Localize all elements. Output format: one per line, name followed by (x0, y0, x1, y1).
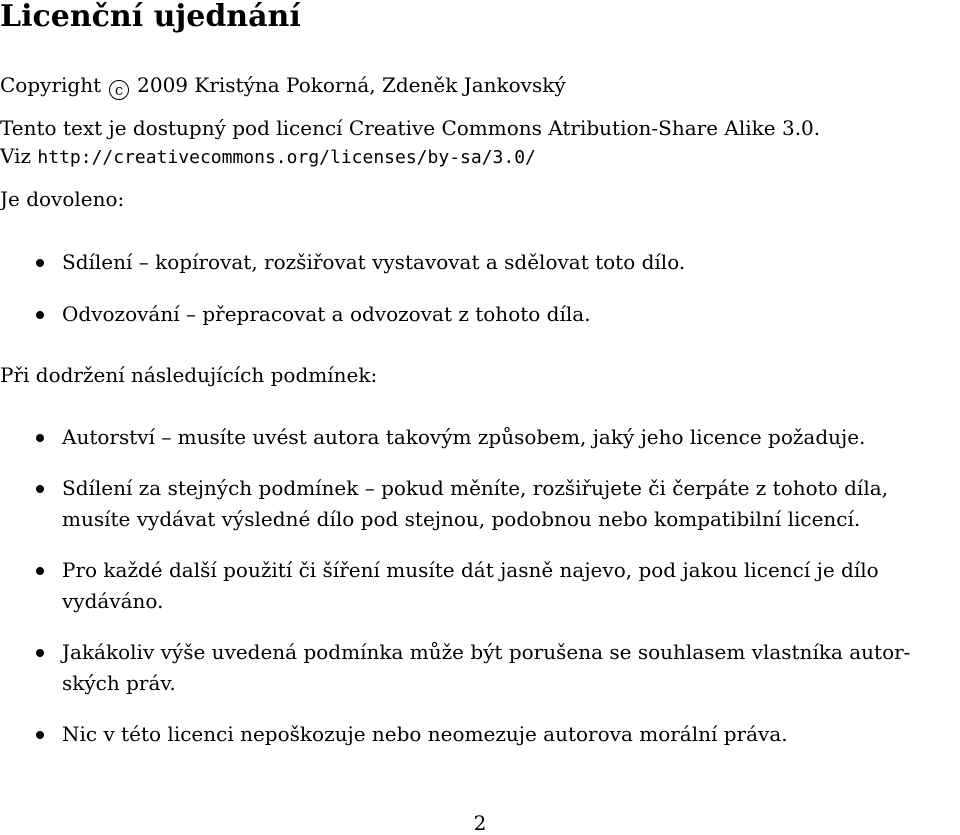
allowed-list (0, 247, 960, 351)
list-item-text: Jakákoliv výše uvedená podmínka může být porušena se souhlasem vlastníka autor- (62, 640, 911, 664)
list-item-text: Pro každé další použití či šíření musíte dát jasně najevo, pod jakou licencí je dílo (62, 558, 879, 582)
license-url-link[interactable]: http://creativecommons.org/licenses/by-sa/3.0/ (37, 147, 536, 168)
list-item-text: Sdílení za stejných podmínek – pokud měníte, rozšiřujete či čerpáte z tohoto díla, (62, 476, 888, 500)
bullet-icon (36, 485, 44, 493)
list-item (0, 473, 960, 535)
list-item (0, 719, 960, 750)
list-item (0, 637, 960, 699)
bullet-icon (36, 259, 44, 267)
bullet-icon (36, 434, 44, 442)
conditions-list (0, 422, 960, 770)
copyright-line (0, 72, 566, 100)
bullet-icon (36, 567, 44, 575)
list-item-text: Nic v této licenci nepoškozuje nebo neomezuje autorova morální práva. (62, 722, 788, 746)
allowed-heading: Je dovoleno: (0, 187, 125, 211)
list-item (0, 422, 960, 453)
license-statement: Tento text je dostupný pod licencí Creative Commons Atribution-Share Alike 3.0. (0, 116, 821, 140)
page-title: Licenční ujednání (0, 0, 301, 34)
bullet-icon (36, 731, 44, 739)
list-item-text-continued: musíte vydávat výsledné dílo pod stejnou, podobnou nebo kompatibilní licencí. (62, 507, 861, 531)
bullet-icon (36, 311, 44, 319)
list-item (0, 299, 960, 330)
copyright-text: 2009 Kristýna Pokorná, Zdeněk Jankovský (137, 73, 566, 97)
conditions-heading: Při dodržení následujících podmínek: (0, 363, 378, 387)
list-item-text: Odvozování – přepracovat a odvozovat z tohoto díla. (62, 302, 591, 326)
list-item-text: Autorství – musíte uvést autora takovým způsobem, jaký jeho licence požaduje. (62, 425, 866, 449)
copyright-prefix: Copyright (0, 73, 102, 97)
copyright-symbol-icon: c (109, 80, 129, 100)
license-url-line (0, 143, 536, 171)
viz-prefix: Viz (0, 144, 32, 168)
list-item-text-continued: vydáváno. (62, 589, 164, 613)
bullet-icon (36, 649, 44, 657)
list-item-text-continued: ských práv. (62, 671, 176, 695)
list-item (0, 555, 960, 617)
page-number: 2 (473, 811, 487, 835)
list-item (0, 247, 960, 278)
list-item-text: Sdílení – kopírovat, rozšiřovat vystavovat a sdělovat toto dílo. (62, 250, 686, 274)
